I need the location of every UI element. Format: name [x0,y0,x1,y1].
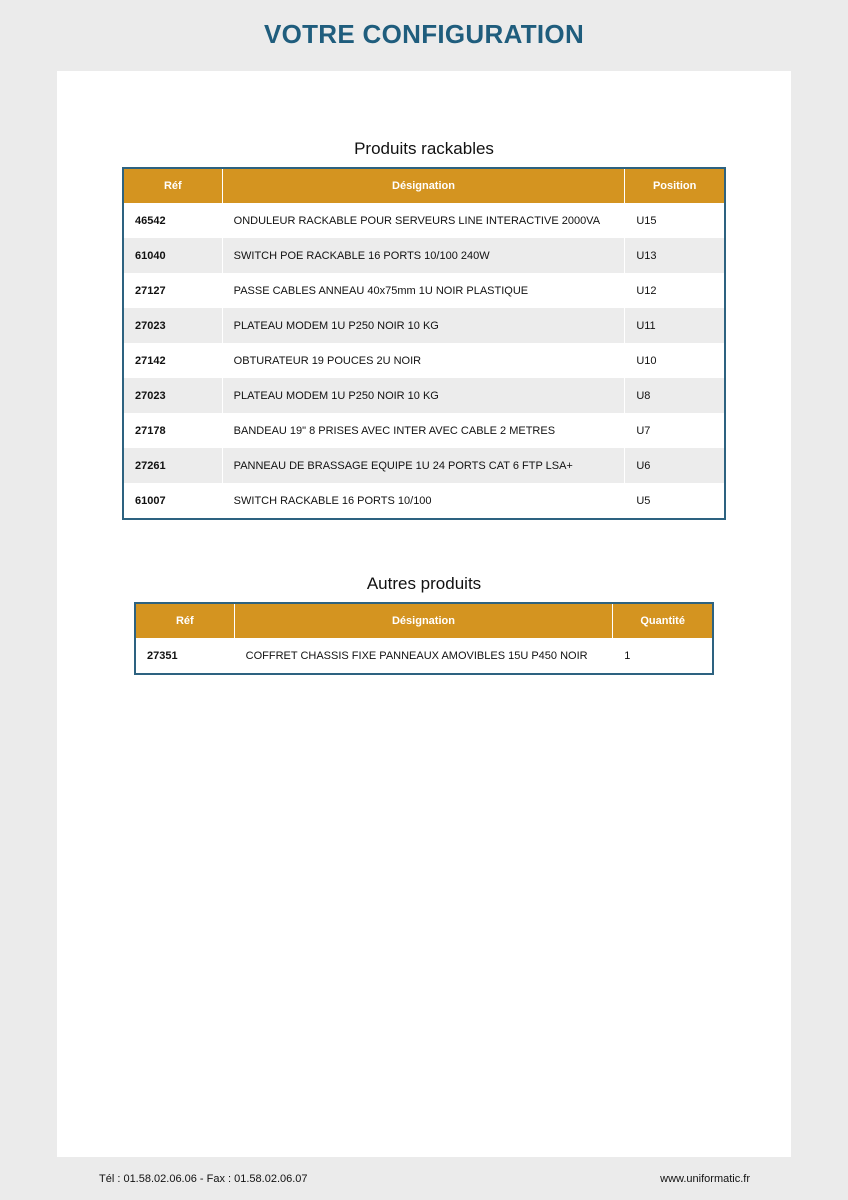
row-position: U8 [625,378,725,413]
column-header-position: Position [625,168,725,203]
rackables-header-row [123,168,725,203]
row-ref: 27178 [123,413,222,448]
table-row [123,308,725,343]
row-ref: 27142 [123,343,222,378]
row-ref: 61040 [123,238,222,273]
table-row [123,343,725,378]
row-designation: BANDEAU 19" 8 PRISES AVEC INTER AVEC CABLE 2 METRES [222,413,625,448]
row-designation: PASSE CABLES ANNEAU 40x75mm 1U NOIR PLASTIQUE [222,273,625,308]
row-designation: OBTURATEUR 19 POUCES 2U NOIR [222,343,625,378]
row-designation: PANNEAU DE BRASSAGE EQUIPE 1U 24 PORTS CAT 6 FTP LSA+ [222,448,625,483]
row-ref: 27351 [135,638,234,674]
rackables-section-title: Produits rackables [354,139,494,158]
table-row [123,448,725,483]
column-header-designation: Désignation [222,168,625,203]
table-row [123,378,725,413]
column-header-quantity: Quantité [613,603,713,638]
row-position: U11 [625,308,725,343]
row-position: U7 [636,424,651,437]
row-ref: 27127 [123,273,222,308]
table-row [123,203,725,238]
row-designation: COFFRET CHASSIS FIXE PANNEAUX AMOVIBLES 15U P450 NOIR [234,638,613,674]
column-header-ref: Réf [135,603,234,638]
row-position: U12 [636,284,657,297]
autres-table [134,602,714,675]
row-ref: 27023 [123,378,222,413]
row-ref: 27261 [123,448,222,483]
autres-section-title: Autres produits [366,574,482,593]
row-designation: SWITCH RACKABLE 16 PORTS 10/100 [222,483,625,519]
footer-contact: Tél : 01.58.02.06.06 - Fax : 01.58.02.06.07 [99,1173,308,1185]
column-header-designation: Désignation [234,603,613,638]
autres-header-row [135,603,713,638]
table-row [123,413,725,448]
row-ref: 46542 [123,203,222,238]
row-designation: PLATEAU MODEM 1U P250 NOIR 10 KG [222,308,625,343]
row-ref: 27023 [123,308,222,343]
row-position: U6 [625,448,725,483]
table-row [123,238,725,273]
table-row [123,483,725,519]
row-position: U15 [636,214,657,227]
row-designation: SWITCH POE RACKABLE 16 PORTS 10/100 240W [222,238,625,273]
row-designation: ONDULEUR RACKABLE POUR SERVEURS LINE INTERACTIVE 2000VA [222,203,625,238]
table-row [123,273,725,308]
row-position: U5 [636,494,651,507]
row-position: U13 [625,238,725,273]
row-ref: 61007 [123,483,222,519]
row-position: U10 [636,354,657,367]
page-title: VOTRE CONFIGURATION [263,19,585,49]
row-designation: PLATEAU MODEM 1U P250 NOIR 10 KG [222,378,625,413]
row-quantity: 1 [624,649,631,662]
footer-website-link[interactable]: www.uniformatic.fr [660,1173,750,1185]
table-row [135,638,713,674]
rackables-table [122,167,726,520]
column-header-ref: Réf [123,168,222,203]
